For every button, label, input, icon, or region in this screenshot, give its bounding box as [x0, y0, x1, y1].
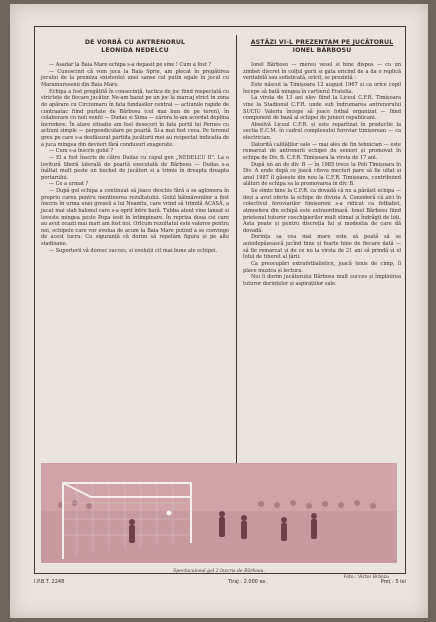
player-profile-article [243, 39, 401, 463]
interview-paragraph: — El a fost înscris de către Dudas cu capul gen „NEDELCU II". La o lovitură liberă laterală de poartă executată de Bărbosu — Dudas s-a înăltat mult peste un buchet de jucători si a trimis în dreapta dreapta portarului. [41, 154, 229, 181]
ball [167, 511, 172, 516]
interview-paragraph: — După gol echipa a continuat să joace deschis fără a se aglomera în propriu careu pentru mentinerea rezultatului. Golul bălmăreniilor a fost înscris în urma unei greșeli a lui Neamtu, care vrind să trimită ACASĂ, a jucat mai slab balonul care s-a oprit între bară. Tubba atent vine lansat si loveste mingea peste Popa iesit în întimpinare. În repriza doua cei care au avut ocazii mai mari am fost noi. Orlcum rezultatul este valoros pentru noi, echipele care vor evolua de acum la Baia Mare putind a se convinge de acest lucru. Cu siguranță că dorim să repetăm figura și pe alte stadioane. [41, 188, 229, 248]
profile-paragraph: Datorită calităților sale — mai ales de fin tehnician — este remarcat de antrenorii echipei de seniori și promovat în echipa de Div. B. C.F.R. Timișoara la virsta de 17 ani. [243, 141, 401, 161]
match-photo [41, 463, 397, 580]
page-frame [34, 26, 406, 580]
interview-paragraph: — Cum s-a înscris golul ? [49, 148, 113, 155]
interview-title-line-1: DE VORBĂ CU ANTRENORUL [84, 39, 186, 46]
interview-article [41, 39, 229, 463]
profile-paragraph: Noi îi dorim jucătorului Bărbosu mult succes și împlinirea tuturor dorințelor și aspirațiilor sale. [243, 274, 401, 287]
photo-credit: Foto : Victor Brânzu [343, 575, 389, 580]
profile-title-line-1: ASTĂZI VI-L PREZENTAM PE JUCĂTORUL [250, 39, 394, 46]
interview-title-line-2: LEONIDA NEDELCU [101, 46, 169, 54]
interview-paragraph: — Cunoscind că vom juca la Baia Sprie, am plecat în pregătirea jocului de la premiza existentei unei sanse cel putin egale în jocul cu Maramuresenii din Baia Mare. [41, 68, 229, 89]
interview-paragraph: — Ce a urmat ? [49, 181, 89, 188]
profile-paragraph: După un an de div. B — în 1985 trece la Poli Timișoara în Div. A unde după ce joacă citeva meciuri pare să fie uitat și anul 1987 îl găsește din nou la C.F.R. Timișoara, contribuind alături de echipa sa la promovarea în div. B. [243, 161, 401, 188]
goal-scene-illustration [41, 463, 397, 563]
interview-paragraph: — Suporterii vă doresc succes, si evoluții cit mai bune ale echipei. [49, 247, 218, 254]
profile-paragraph: Ionel Bărbosu — mereu vesel si bine dispus — cu un zimbet discret în colțul gurii si gata oricind de a da o replică veritabilă sau sofisticată, oricit, se prezintă : [243, 62, 401, 82]
photo-caption: Spectaculosul gol 2 înscris de Bărbosu. [173, 569, 265, 574]
profile-paragraph: Este născut la Timișoara 12 august 1967 si ca orice copil începe să bată mingea în cartierul Fratelia. [243, 82, 401, 95]
pitch-ground [41, 511, 397, 563]
program-sheet [10, 4, 428, 618]
profile-paragraph: Ca preocupări extrafotbalistice, joacă tenis de cimp, îi place muzica și lectura. [243, 260, 401, 274]
profile-title-line-2: IONEL BĂRBOSU [292, 46, 352, 54]
interview-paragraph: — Asadar la Baia Mare echipa s-a depasit pe sine ! Cum a fost ? [49, 62, 212, 69]
profile-paragraph: La virsta de 13 ani elev fiind la Liceul C.F.R. Timișoara vine la Stadionul C.F.R. unde sub îndrumarea antrenorului SUCIU Valeriu începe să joace fotbal organizat — fiind component de bază al echipei de juniori republicani. [243, 95, 401, 122]
print-run: Tiraj : 2.000 ex. [228, 579, 268, 585]
interview-paragraph: Echipa a fost pregătită în consecință, tactica de joc fiind respectată cu strictețe de fiecare jucător. Ne-am bazat pe un joc la marcaj strict în zona de apărare cu Circiumaru în fata fundasilor central — actiunile rapide de contraatac fiind purtate de Bărbosu (cel mai bun de pe teren), în colaborare cu noii veniti — Dudas si Sima — cărora le-am acordat deplina încredere. În atare situatie am fost desecori în fata portii lui Pernes cu actiuni simple — perpendiculare pe poartă. Si-a mai fost ceva. Pe terenul greu pe care s-a desfăsurat partida jucătorii mei au respectat indicatia de a juca mingea din deviieri fără condusuri exagerate. [41, 88, 229, 148]
profile-paragraph: Absolvă Liceul C.F.R. și este repartizat în productie la sectia E.C.M. în cadrul complexului feroviar timișorean — ca electrician. [243, 121, 401, 142]
column-divider [236, 35, 237, 463]
printer-code: I.P.B.T. 2248 [34, 579, 65, 585]
profile-paragraph: Se simte bine la C.F.R. ca dovadă că nu a părăsit echipa — deși a avut oferte la echipe de divizia A. Consideră că aici în colectivul feroviarilor timișoreni s-a ridicat ca fotbalist, atmosfera din echipă este extraordinară. Ionel Bărbosu fiind prietenul tuturor coechipierilor mult stimat și îndrăgit de toți. Asta poate și pentru discreția lui și modestia de care dă dovadă. [243, 188, 401, 234]
profile-paragraph: Dorința sa cea mai mare este să poată să se autodepășească jucînd bine și foarte bine de fiecare dată — să fie remarcat și de ce nu la virsta de 21 ani să prindă și el lotul de tineret al țării. [243, 234, 401, 261]
profile-title [243, 39, 401, 54]
interview-title [41, 39, 229, 54]
price: Preț : 5 lei [380, 579, 406, 585]
